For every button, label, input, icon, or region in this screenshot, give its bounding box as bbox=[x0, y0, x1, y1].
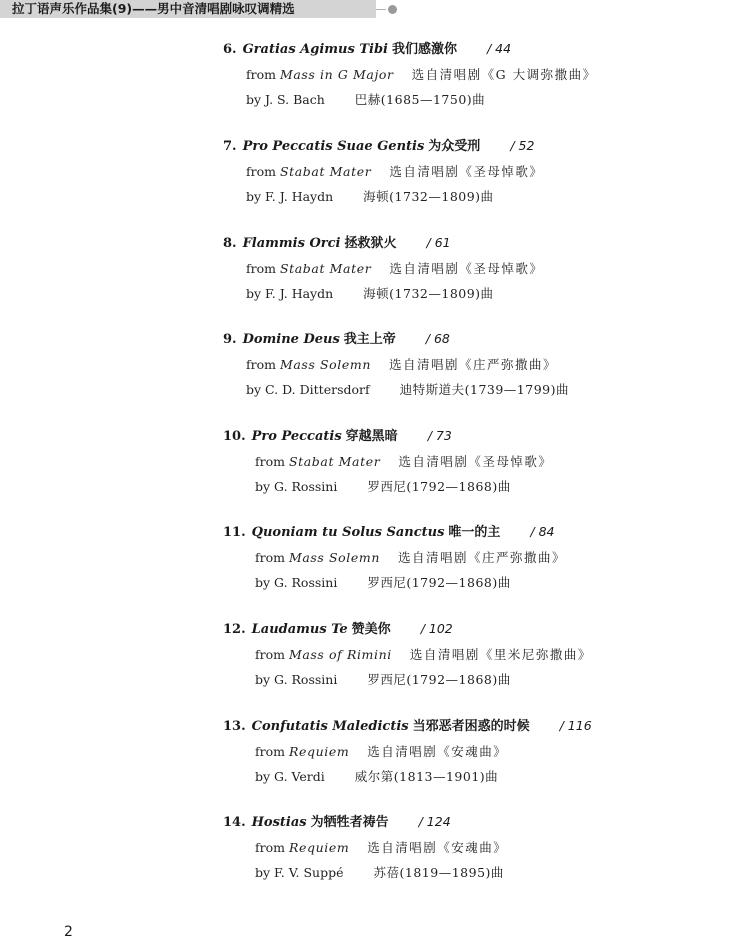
entry-chinese-title: 穿越黑暗 bbox=[345, 429, 398, 444]
header-dot-ornament bbox=[388, 5, 397, 14]
entry-number: 11. bbox=[223, 525, 246, 540]
toc-entry[interactable] bbox=[223, 523, 703, 592]
entry-chinese-title: 赞美你 bbox=[351, 622, 391, 637]
entry-work: Mass Solemn bbox=[279, 357, 372, 372]
entry-latin-title: Domine Deus bbox=[242, 332, 340, 347]
entry-source-line bbox=[223, 66, 703, 84]
entry-title-line bbox=[223, 620, 703, 639]
from-prefix: from bbox=[255, 840, 285, 855]
entry-latin-title: Hostias bbox=[251, 815, 307, 830]
toc-entry[interactable] bbox=[223, 717, 703, 786]
entry-title-line bbox=[223, 137, 703, 156]
entry-chinese-title: 唯一的主 bbox=[448, 525, 501, 540]
entry-composer-line bbox=[223, 285, 703, 303]
entry-composer: by F. J. Haydn bbox=[246, 189, 334, 204]
entry-latin-title: Quoniam tu Solus Sanctus bbox=[251, 525, 445, 540]
from-prefix: from bbox=[255, 454, 285, 469]
entry-composer-line bbox=[223, 188, 703, 206]
entry-work: Mass of Rimini bbox=[288, 647, 392, 662]
entry-latin-title: Gratias Agimus Tibi bbox=[242, 42, 388, 57]
entry-number: 9. bbox=[223, 332, 237, 347]
entry-title-line bbox=[223, 717, 703, 736]
entry-composer: by G. Rossini bbox=[255, 479, 338, 494]
entry-latin-title: Pro Peccatis bbox=[251, 429, 342, 444]
entry-composer-line bbox=[223, 574, 703, 592]
entry-composer: by C. D. Dittersdorf bbox=[246, 382, 370, 397]
entry-page-number: / 52 bbox=[510, 138, 535, 153]
entry-work: Requiem bbox=[288, 840, 350, 855]
page-number: 2 bbox=[64, 924, 73, 940]
entry-number: 10. bbox=[223, 429, 246, 444]
entry-title-line bbox=[223, 330, 703, 349]
entry-source-line bbox=[223, 260, 703, 278]
entry-composer-chinese: 海顿(1732—1809)曲 bbox=[363, 189, 494, 204]
entry-title-line bbox=[223, 813, 703, 832]
entry-chinese-title: 我们感激你 bbox=[391, 42, 457, 57]
entry-composer: by F. V. Suppé bbox=[255, 865, 344, 880]
entry-source-chinese: 选自清唱剧《庄严弥撒曲》 bbox=[389, 357, 558, 372]
entry-title-line bbox=[223, 234, 703, 253]
entry-composer-chinese: 海顿(1732—1809)曲 bbox=[363, 286, 494, 301]
entry-composer-chinese: 迪特斯道夫(1739—1799)曲 bbox=[399, 382, 569, 397]
entry-page-number: / 124 bbox=[418, 814, 451, 829]
entry-work: Stabat Mater bbox=[279, 261, 372, 276]
entry-composer-chinese: 威尔第(1813—1901)曲 bbox=[354, 769, 499, 784]
entry-title-line bbox=[223, 40, 703, 59]
entry-source-chinese: 选自清唱剧《圣母悼歌》 bbox=[398, 454, 553, 469]
entry-composer: by G. Rossini bbox=[255, 672, 338, 687]
entry-source-chinese: 选自清唱剧《G 大调弥撒曲》 bbox=[411, 67, 597, 82]
running-header bbox=[0, 0, 397, 18]
entry-composer-chinese: 苏蓓(1819—1895)曲 bbox=[373, 865, 504, 880]
entry-chinese-title: 我主上帝 bbox=[343, 332, 396, 347]
toc-entry[interactable] bbox=[223, 137, 703, 206]
entry-chinese-title: 为众受刑 bbox=[428, 139, 481, 154]
header-rule bbox=[376, 9, 386, 10]
from-prefix: from bbox=[246, 357, 276, 372]
entry-composer-line bbox=[223, 864, 703, 882]
from-prefix: from bbox=[255, 647, 285, 662]
toc-entry[interactable] bbox=[223, 427, 703, 496]
entry-source-chinese: 选自清唱剧《里米尼弥撒曲》 bbox=[409, 647, 592, 662]
entry-number: 14. bbox=[223, 815, 246, 830]
entry-work: Stabat Mater bbox=[288, 454, 381, 469]
entry-source-chinese: 选自清唱剧《圣母悼歌》 bbox=[389, 164, 544, 179]
entry-page-number: / 102 bbox=[420, 621, 453, 636]
entry-source-line bbox=[223, 356, 703, 374]
entry-source-line bbox=[223, 453, 703, 471]
entry-source-chinese: 选自清唱剧《安魂曲》 bbox=[367, 744, 508, 759]
from-prefix: from bbox=[246, 67, 276, 82]
entry-number: 6. bbox=[223, 42, 237, 57]
entry-source-line bbox=[223, 743, 703, 761]
entry-composer-chinese: 罗西尼(1792—1868)曲 bbox=[367, 479, 511, 494]
entry-composer: by F. J. Haydn bbox=[246, 286, 334, 301]
entry-page-number: / 68 bbox=[425, 331, 450, 346]
entry-latin-title: Confutatis Maledictis bbox=[251, 719, 409, 734]
entry-page-number: / 73 bbox=[427, 428, 452, 443]
toc-entry[interactable] bbox=[223, 620, 703, 689]
entry-page-number: / 84 bbox=[530, 524, 555, 539]
entry-composer-line bbox=[223, 381, 703, 399]
entry-composer-chinese: 罗西尼(1792—1868)曲 bbox=[367, 672, 511, 687]
entry-composer-chinese: 巴赫(1685—1750)曲 bbox=[354, 92, 486, 107]
from-prefix: from bbox=[255, 744, 285, 759]
running-header-title: 拉丁语声乐作品集(9)——男中音清唱剧咏叹调精选 bbox=[0, 0, 376, 18]
entry-composer-line bbox=[223, 91, 703, 109]
entry-number: 8. bbox=[223, 236, 237, 251]
entry-number: 13. bbox=[223, 719, 246, 734]
from-prefix: from bbox=[246, 261, 276, 276]
entry-composer: by G. Rossini bbox=[255, 575, 338, 590]
entry-source-line bbox=[223, 646, 703, 664]
entry-title-line bbox=[223, 427, 703, 446]
entry-work: Stabat Mater bbox=[279, 164, 372, 179]
entry-latin-title: Laudamus Te bbox=[251, 622, 348, 637]
entry-composer: by J. S. Bach bbox=[246, 92, 325, 107]
entry-number: 7. bbox=[223, 139, 237, 154]
entry-source-line bbox=[223, 839, 703, 857]
entry-work: Mass in G Major bbox=[279, 67, 394, 82]
from-prefix: from bbox=[255, 550, 285, 565]
entry-title-line bbox=[223, 523, 703, 542]
entry-chinese-title: 当邪恶者困惑的时候 bbox=[412, 719, 530, 734]
entry-composer-line bbox=[223, 671, 703, 689]
entry-source-chinese: 选自清唱剧《安魂曲》 bbox=[367, 840, 508, 855]
toc-entry[interactable] bbox=[223, 234, 703, 303]
from-prefix: from bbox=[246, 164, 276, 179]
entry-number: 12. bbox=[223, 622, 246, 637]
toc-entry[interactable] bbox=[223, 330, 703, 399]
entry-chinese-title: 拯救狱火 bbox=[344, 236, 397, 251]
entry-composer-line bbox=[223, 478, 703, 496]
entry-composer-line bbox=[223, 768, 703, 786]
toc-entry[interactable] bbox=[223, 813, 703, 882]
entry-latin-title: Pro Peccatis Suae Gentis bbox=[242, 139, 425, 154]
toc-entry[interactable] bbox=[223, 40, 703, 109]
entry-work: Mass Solemn bbox=[288, 550, 381, 565]
entry-composer-chinese: 罗西尼(1792—1868)曲 bbox=[367, 575, 511, 590]
entry-work: Requiem bbox=[288, 744, 350, 759]
entry-latin-title: Flammis Orci bbox=[242, 236, 341, 251]
entry-source-line bbox=[223, 163, 703, 181]
entry-page-number: / 116 bbox=[559, 718, 592, 733]
entry-source-chinese: 选自清唱剧《圣母悼歌》 bbox=[389, 261, 544, 276]
entry-composer: by G. Verdi bbox=[255, 769, 325, 784]
entry-source-chinese: 选自清唱剧《庄严弥撒曲》 bbox=[398, 550, 567, 565]
entry-page-number: / 44 bbox=[487, 41, 512, 56]
entry-source-line bbox=[223, 549, 703, 567]
entry-page-number: / 61 bbox=[426, 235, 451, 250]
entry-chinese-title: 为牺牲者祷告 bbox=[310, 815, 389, 830]
